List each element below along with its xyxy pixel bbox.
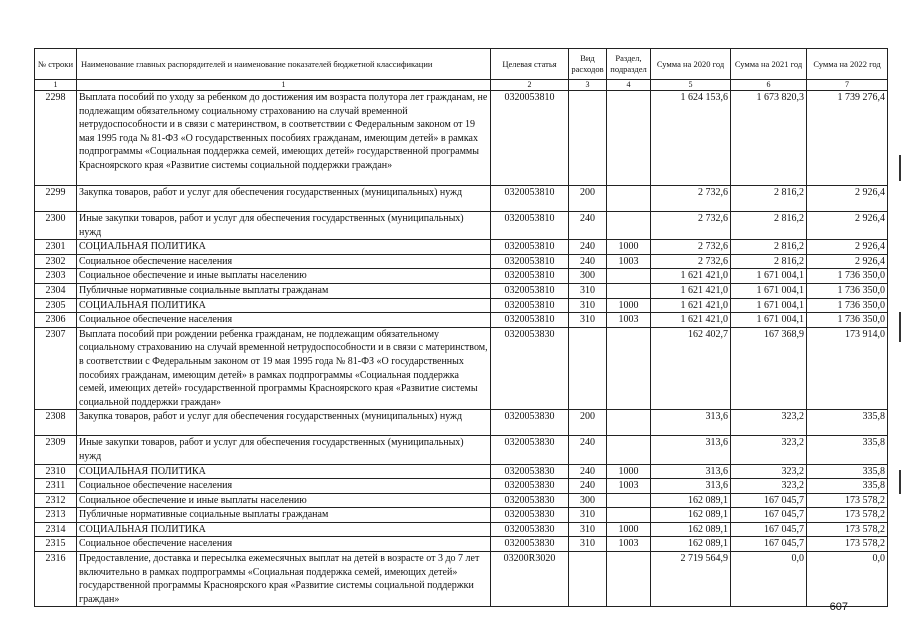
row-expense-type: 310 bbox=[569, 283, 607, 298]
row-number: 2299 bbox=[35, 186, 77, 212]
row-sum-2021: 1 671 004,1 bbox=[731, 313, 807, 328]
row-sum-2020: 1 621 421,0 bbox=[651, 313, 731, 328]
row-section: 1000 bbox=[607, 522, 651, 537]
row-sum-2021: 2 816,2 bbox=[731, 212, 807, 240]
row-sum-2021: 2 816,2 bbox=[731, 254, 807, 269]
row-sum-2020: 2 732,6 bbox=[651, 254, 731, 269]
row-number: 2312 bbox=[35, 493, 77, 508]
row-sum-2020: 313,6 bbox=[651, 464, 731, 479]
row-sum-2021: 167 045,7 bbox=[731, 493, 807, 508]
row-section: 1000 bbox=[607, 464, 651, 479]
column-numbers-row bbox=[35, 80, 888, 91]
row-number: 2306 bbox=[35, 313, 77, 328]
row-name: Закупка товаров, работ и услуг для обеспечения государственных (муниципальных) нужд bbox=[77, 410, 491, 436]
row-number: 2298 bbox=[35, 91, 77, 186]
column-number: 1 bbox=[77, 80, 491, 91]
row-sum-2022: 1 736 350,0 bbox=[807, 313, 888, 328]
row-sum-2021: 167 368,9 bbox=[731, 327, 807, 410]
row-number: 2304 bbox=[35, 283, 77, 298]
row-sum-2022: 2 926,4 bbox=[807, 240, 888, 255]
row-sum-2022: 1 736 350,0 bbox=[807, 269, 888, 284]
table-row bbox=[35, 537, 888, 552]
row-section bbox=[607, 186, 651, 212]
row-sum-2020: 1 621 421,0 bbox=[651, 269, 731, 284]
row-name: Публичные нормативные социальные выплаты гражданам bbox=[77, 283, 491, 298]
row-name: Предоставление, доставка и пересылка ежемесячных выплат на детей в возрасте от 3 до 7 лет включительно в рамках подпрограммы «Социальная поддержка семей, имеющих детей» государственной программы Красноярского края «Развитие системы социальной поддержки граждан» bbox=[77, 552, 491, 607]
row-sum-2020: 162 089,1 bbox=[651, 522, 731, 537]
row-target-article: 0320053810 bbox=[491, 269, 569, 284]
row-target-article: 0320053810 bbox=[491, 283, 569, 298]
row-target-article: 0320053830 bbox=[491, 327, 569, 410]
row-sum-2021: 323,2 bbox=[731, 436, 807, 464]
row-number: 2313 bbox=[35, 508, 77, 523]
row-sum-2020: 162 089,1 bbox=[651, 537, 731, 552]
row-target-article: 03200R3020 bbox=[491, 552, 569, 607]
row-number: 2302 bbox=[35, 254, 77, 269]
row-number: 2309 bbox=[35, 436, 77, 464]
row-sum-2022: 1 739 276,4 bbox=[807, 91, 888, 186]
row-sum-2022: 335,8 bbox=[807, 464, 888, 479]
row-section: 1003 bbox=[607, 479, 651, 494]
row-sum-2022: 335,8 bbox=[807, 410, 888, 436]
page-number: 607 bbox=[829, 601, 848, 613]
row-expense-type: 240 bbox=[569, 464, 607, 479]
scan-edge-mark bbox=[899, 470, 901, 494]
row-expense-type: 200 bbox=[569, 410, 607, 436]
row-sum-2021: 1 673 820,3 bbox=[731, 91, 807, 186]
row-section: 1000 bbox=[607, 240, 651, 255]
table-row bbox=[35, 298, 888, 313]
row-name: Иные закупки товаров, работ и услуг для обеспечения государственных (муниципальных) нужд bbox=[77, 212, 491, 240]
row-target-article: 0320053810 bbox=[491, 186, 569, 212]
row-section bbox=[607, 508, 651, 523]
column-number: 2 bbox=[491, 80, 569, 91]
header-target: Целевая статья bbox=[491, 49, 569, 80]
row-target-article: 0320053810 bbox=[491, 298, 569, 313]
row-number: 2308 bbox=[35, 410, 77, 436]
row-expense-type bbox=[569, 327, 607, 410]
table-row bbox=[35, 254, 888, 269]
row-sum-2021: 1 671 004,1 bbox=[731, 283, 807, 298]
row-sum-2021: 2 816,2 bbox=[731, 240, 807, 255]
row-sum-2021: 1 671 004,1 bbox=[731, 298, 807, 313]
row-expense-type: 310 bbox=[569, 522, 607, 537]
column-number: 1 bbox=[35, 80, 77, 91]
row-target-article: 0320053830 bbox=[491, 537, 569, 552]
row-number: 2307 bbox=[35, 327, 77, 410]
row-sum-2020: 313,6 bbox=[651, 410, 731, 436]
row-expense-type: 310 bbox=[569, 313, 607, 328]
table-row bbox=[35, 269, 888, 284]
row-name: Социальное обеспечение и иные выплаты населению bbox=[77, 493, 491, 508]
row-number: 2300 bbox=[35, 212, 77, 240]
row-target-article: 0320053810 bbox=[491, 313, 569, 328]
row-sum-2020: 1 621 421,0 bbox=[651, 298, 731, 313]
row-sum-2020: 2 732,6 bbox=[651, 186, 731, 212]
row-number: 2303 bbox=[35, 269, 77, 284]
row-number: 2311 bbox=[35, 479, 77, 494]
row-target-article: 0320053810 bbox=[491, 91, 569, 186]
row-sum-2022: 173 578,2 bbox=[807, 537, 888, 552]
row-sum-2021: 167 045,7 bbox=[731, 508, 807, 523]
row-target-article: 0320053830 bbox=[491, 410, 569, 436]
row-sum-2022: 1 736 350,0 bbox=[807, 283, 888, 298]
row-expense-type: 240 bbox=[569, 212, 607, 240]
row-name: Социальное обеспечение населения bbox=[77, 537, 491, 552]
row-target-article: 0320053830 bbox=[491, 464, 569, 479]
row-expense-type: 240 bbox=[569, 254, 607, 269]
row-target-article: 0320053810 bbox=[491, 212, 569, 240]
column-number: 7 bbox=[807, 80, 888, 91]
table-row bbox=[35, 493, 888, 508]
row-target-article: 0320053830 bbox=[491, 436, 569, 464]
row-target-article: 0320053810 bbox=[491, 240, 569, 255]
table-body bbox=[35, 91, 888, 607]
row-section bbox=[607, 283, 651, 298]
row-sum-2022: 173 578,2 bbox=[807, 508, 888, 523]
table-row bbox=[35, 212, 888, 240]
row-sum-2021: 167 045,7 bbox=[731, 537, 807, 552]
row-name: СОЦИАЛЬНАЯ ПОЛИТИКА bbox=[77, 298, 491, 313]
row-sum-2022: 2 926,4 bbox=[807, 212, 888, 240]
column-number: 5 bbox=[651, 80, 731, 91]
row-sum-2022: 1 736 350,0 bbox=[807, 298, 888, 313]
table-row bbox=[35, 508, 888, 523]
row-expense-type: 240 bbox=[569, 240, 607, 255]
row-sum-2020: 313,6 bbox=[651, 436, 731, 464]
header-sum-2021: Сумма на 2021 год bbox=[731, 49, 807, 80]
table-row bbox=[35, 410, 888, 436]
row-sum-2022: 173 914,0 bbox=[807, 327, 888, 410]
row-expense-type: 300 bbox=[569, 493, 607, 508]
row-section bbox=[607, 91, 651, 186]
row-section bbox=[607, 212, 651, 240]
row-sum-2021: 167 045,7 bbox=[731, 522, 807, 537]
row-sum-2020: 162 089,1 bbox=[651, 508, 731, 523]
row-section: 1003 bbox=[607, 313, 651, 328]
column-number: 6 bbox=[731, 80, 807, 91]
table-row bbox=[35, 240, 888, 255]
header-type: Вид расходов bbox=[569, 49, 607, 80]
row-expense-type: 310 bbox=[569, 537, 607, 552]
header-row-no: № строки bbox=[35, 49, 77, 80]
row-expense-type bbox=[569, 552, 607, 607]
row-expense-type: 240 bbox=[569, 479, 607, 494]
row-sum-2020: 1 624 153,6 bbox=[651, 91, 731, 186]
row-sum-2022: 173 578,2 bbox=[807, 522, 888, 537]
table-row bbox=[35, 522, 888, 537]
table-row bbox=[35, 464, 888, 479]
row-number: 2316 bbox=[35, 552, 77, 607]
row-name: СОЦИАЛЬНАЯ ПОЛИТИКА bbox=[77, 522, 491, 537]
table-row bbox=[35, 313, 888, 328]
row-sum-2020: 162 402,7 bbox=[651, 327, 731, 410]
row-name: Иные закупки товаров, работ и услуг для обеспечения государственных (муниципальных) нужд bbox=[77, 436, 491, 464]
row-expense-type: 310 bbox=[569, 298, 607, 313]
row-sum-2021: 323,2 bbox=[731, 464, 807, 479]
header-sum-2020: Сумма на 2020 год bbox=[651, 49, 731, 80]
row-number: 2315 bbox=[35, 537, 77, 552]
row-name: Социальное обеспечение населения bbox=[77, 313, 491, 328]
row-target-article: 0320053810 bbox=[491, 254, 569, 269]
row-section bbox=[607, 552, 651, 607]
table-row bbox=[35, 436, 888, 464]
row-number: 2314 bbox=[35, 522, 77, 537]
scan-edge-mark bbox=[899, 155, 901, 181]
row-section bbox=[607, 327, 651, 410]
row-sum-2020: 2 732,6 bbox=[651, 240, 731, 255]
table-row bbox=[35, 479, 888, 494]
table-row bbox=[35, 552, 888, 607]
row-section: 1003 bbox=[607, 254, 651, 269]
row-section: 1003 bbox=[607, 537, 651, 552]
row-name: Социальное обеспечение населения bbox=[77, 479, 491, 494]
row-sum-2022: 335,8 bbox=[807, 436, 888, 464]
row-sum-2020: 2 719 564,9 bbox=[651, 552, 731, 607]
row-section bbox=[607, 493, 651, 508]
row-target-article: 0320053830 bbox=[491, 479, 569, 494]
row-expense-type: 300 bbox=[569, 269, 607, 284]
row-name: СОЦИАЛЬНАЯ ПОЛИТИКА bbox=[77, 240, 491, 255]
row-expense-type: 310 bbox=[569, 508, 607, 523]
row-sum-2022: 173 578,2 bbox=[807, 493, 888, 508]
table-header-row bbox=[35, 49, 888, 80]
row-sum-2021: 1 671 004,1 bbox=[731, 269, 807, 284]
row-sum-2022: 0,0 bbox=[807, 552, 888, 607]
row-sum-2021: 2 816,2 bbox=[731, 186, 807, 212]
row-name: Социальное обеспечение населения bbox=[77, 254, 491, 269]
table-row bbox=[35, 327, 888, 410]
row-section bbox=[607, 269, 651, 284]
table-row bbox=[35, 186, 888, 212]
header-section: Раздел, подраздел bbox=[607, 49, 651, 80]
row-number: 2301 bbox=[35, 240, 77, 255]
column-number: 4 bbox=[607, 80, 651, 91]
table-row bbox=[35, 283, 888, 298]
row-target-article: 0320053830 bbox=[491, 493, 569, 508]
row-sum-2022: 2 926,4 bbox=[807, 186, 888, 212]
row-number: 2310 bbox=[35, 464, 77, 479]
budget-table bbox=[34, 48, 888, 607]
row-target-article: 0320053830 bbox=[491, 522, 569, 537]
row-target-article: 0320053830 bbox=[491, 508, 569, 523]
row-expense-type: 200 bbox=[569, 186, 607, 212]
row-sum-2020: 1 621 421,0 bbox=[651, 283, 731, 298]
table-row bbox=[35, 91, 888, 186]
row-name: СОЦИАЛЬНАЯ ПОЛИТИКА bbox=[77, 464, 491, 479]
header-sum-2022: Сумма на 2022 год bbox=[807, 49, 888, 80]
row-sum-2021: 0,0 bbox=[731, 552, 807, 607]
row-name: Выплата пособий по уходу за ребенком до достижения им возраста полутора лет гражданам, не подлежащим обязательному социальному страхованию на случай временной нетрудоспособности и в связи с материнством, в соответствии с Федеральным законом от 19 мая 1995 года № 81-ФЗ «О государственных пособиях гражданам, имеющим детей» в рамках подпрограммы «Социальная поддержка семей, имеющих детей» государственной программы Красноярского края «Развитие системы социальной поддержки граждан» bbox=[77, 91, 491, 186]
row-sum-2022: 2 926,4 bbox=[807, 254, 888, 269]
row-sum-2021: 323,2 bbox=[731, 410, 807, 436]
column-number: 3 bbox=[569, 80, 607, 91]
header-name: Наименование главных распорядителей и наименование показателей бюджетной классификации bbox=[77, 49, 491, 80]
row-number: 2305 bbox=[35, 298, 77, 313]
row-sum-2021: 323,2 bbox=[731, 479, 807, 494]
row-name: Публичные нормативные социальные выплаты гражданам bbox=[77, 508, 491, 523]
row-expense-type bbox=[569, 91, 607, 186]
row-name: Выплата пособий при рождении ребенка гражданам, не подлежащим обязательному социальному страхованию на случай временной нетрудоспособности и в связи с материнством, в соответствии с Федеральным законом от 19 мая 1995 года № 81-ФЗ «О государственных пособиях гражданам, имеющим детей» в рамках подпрограммы «Социальная поддержка семей, имеющих детей» государственной программы Красноярского края «Развитие системы социальной поддержки граждан» bbox=[77, 327, 491, 410]
row-name: Социальное обеспечение и иные выплаты населению bbox=[77, 269, 491, 284]
row-section: 1000 bbox=[607, 298, 651, 313]
scan-edge-mark bbox=[899, 312, 901, 342]
row-section bbox=[607, 436, 651, 464]
row-section bbox=[607, 410, 651, 436]
row-sum-2020: 313,6 bbox=[651, 479, 731, 494]
row-sum-2020: 162 089,1 bbox=[651, 493, 731, 508]
row-name: Закупка товаров, работ и услуг для обеспечения государственных (муниципальных) нужд bbox=[77, 186, 491, 212]
row-sum-2020: 2 732,6 bbox=[651, 212, 731, 240]
row-expense-type: 240 bbox=[569, 436, 607, 464]
row-sum-2022: 335,8 bbox=[807, 479, 888, 494]
